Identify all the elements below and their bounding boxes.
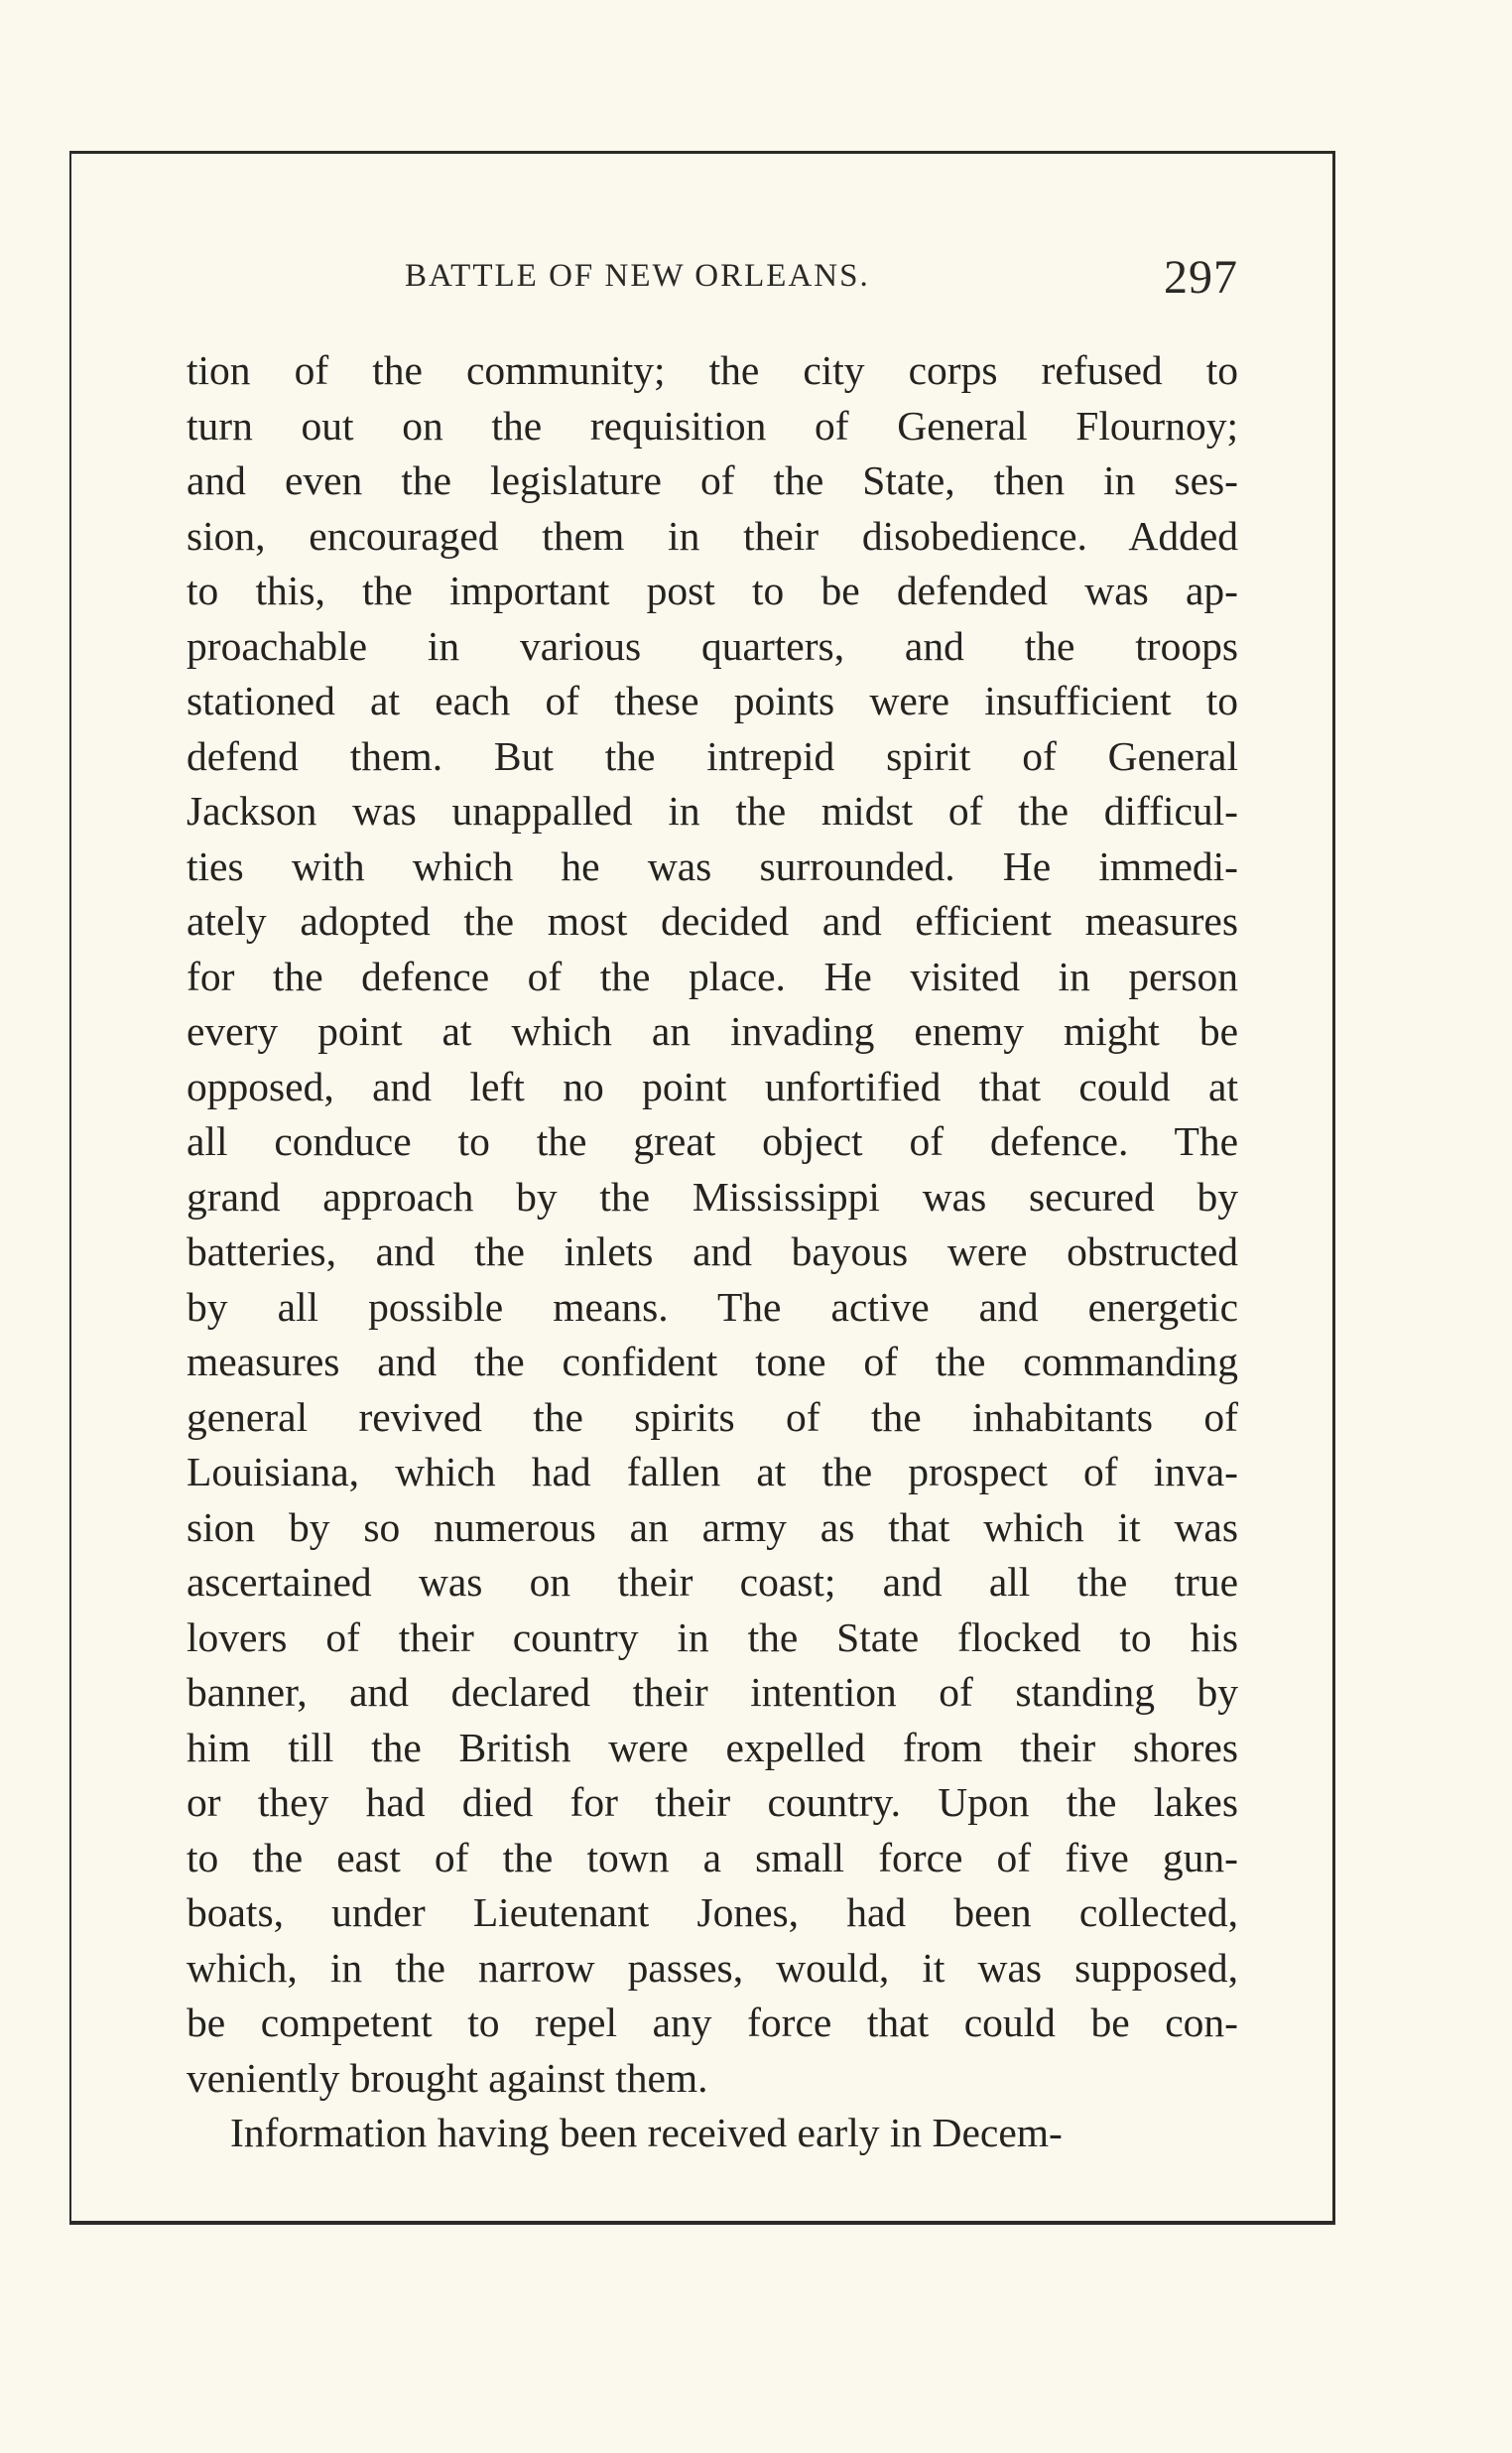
text-line: to the east of the town a small force of five gun-	[187, 1834, 1238, 1880]
text-line: general revived the spirits of the inhabitants of	[187, 1393, 1238, 1440]
text-line: grand approach by the Mississippi was secured by	[187, 1173, 1238, 1220]
text-line: defend them. But the intrepid spirit of General	[187, 732, 1238, 779]
text-line: boats, under Lieutenant Jones, had been collected,	[187, 1889, 1238, 1935]
text-line: stationed at each of these points were insufficient to	[187, 678, 1238, 723]
text-line: every point at which an invading enemy might be	[187, 1008, 1238, 1054]
text-line: measures and the confident tone of the commanding	[187, 1339, 1238, 1384]
text-line: to this, the important post to be defended was ap-	[187, 568, 1238, 613]
text-line: him till the British were expelled from their shores	[187, 1724, 1238, 1770]
text-line: or they had died for their country. Upon the lakes	[187, 1779, 1238, 1825]
text-line: and even the legislature of the State, then in ses-	[187, 457, 1238, 503]
text-line: be competent to repel any force that could be con-	[187, 2000, 1238, 2045]
text-line: for the defence of the place. He visited in person	[187, 953, 1238, 999]
text-line: which, in the narrow passes, would, it was supposed,	[187, 1944, 1238, 1991]
text-line: sion by so numerous an army as that which it was	[187, 1503, 1238, 1550]
running-title: BATTLE OF NEW ORLEANS.	[405, 258, 870, 294]
text-line: Jackson was unappalled in the midst of the difficul-	[187, 788, 1238, 834]
text-line: opposed, and left no point unfortified that could at	[187, 1063, 1238, 1109]
text-line: veniently brought against them.	[187, 2054, 708, 2101]
text-line: batteries, and the inlets and bayous were obstructed	[187, 1228, 1238, 1274]
running-head	[187, 250, 1238, 302]
text-line: ties with which he was surrounded. He immedi-	[187, 842, 1238, 889]
text-line: banner, and declared their intention of standing by	[187, 1669, 1238, 1715]
page-number: 297	[1164, 251, 1238, 304]
text-line: ascertained was on their coast; and all the true	[187, 1559, 1238, 1605]
text-line: proachable in various quarters, and the troops	[187, 622, 1238, 669]
text-line: lovers of their country in the State flocked to his	[187, 1614, 1238, 1660]
text-line: tion of the community; the city corps refused to	[187, 347, 1238, 393]
text-line: all conduce to the great object of defence. The	[187, 1118, 1238, 1164]
text-line: sion, encouraged them in their disobedience. Added	[187, 512, 1238, 559]
text-line: Information having been received early in Decem-	[230, 2110, 1063, 2155]
text-line: by all possible means. The active and energetic	[187, 1283, 1238, 1330]
body-text	[187, 343, 1238, 2161]
text-line: turn out on the requisition of General Flournoy;	[187, 402, 1238, 449]
text-line: ately adopted the most decided and efficient measures	[187, 898, 1238, 944]
text-line: Louisiana, which had fallen at the prospect of inva-	[187, 1449, 1238, 1494]
